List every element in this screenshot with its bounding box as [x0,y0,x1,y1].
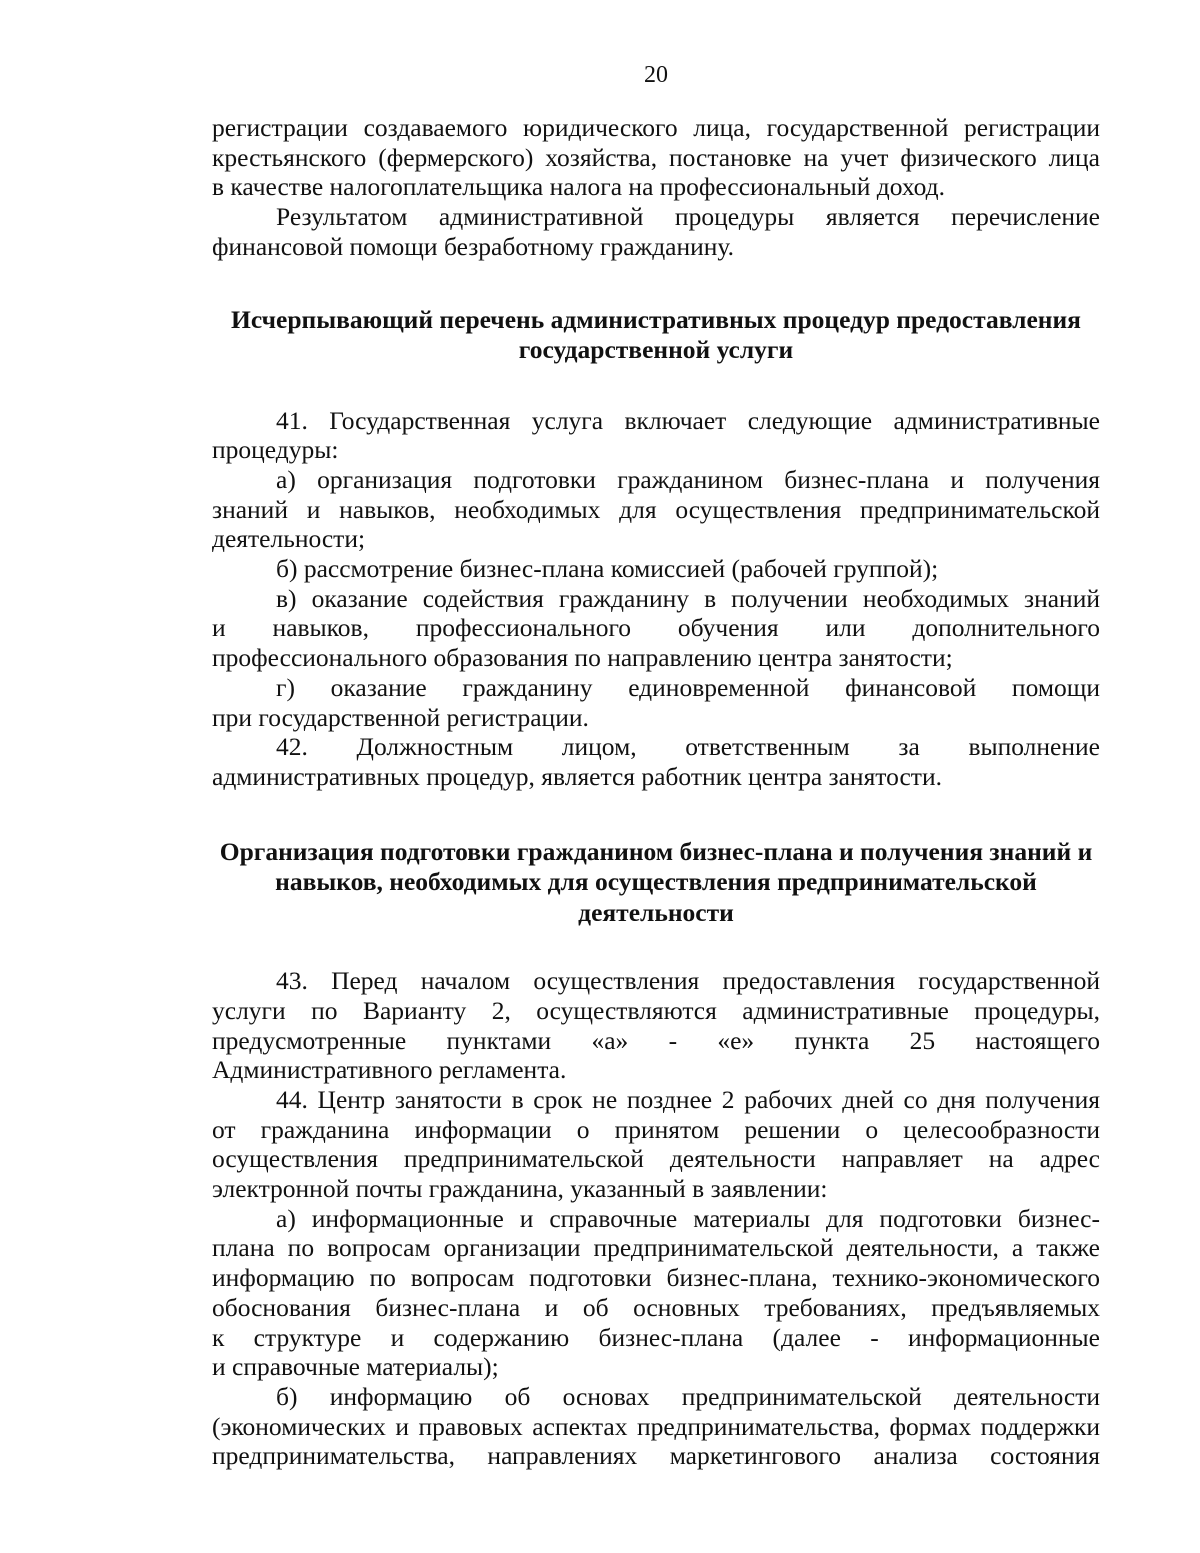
paragraph-41-g [212,673,1100,732]
paragraph-42 [212,732,1100,791]
page-number: 20 [644,62,668,88]
result-paragraph [212,202,1100,261]
text-line: административных процедур, является работник центра занятости. [212,761,942,791]
intro-paragraph [212,113,1100,202]
text-line: электронной почты гражданина, указанный в заявлении: [212,1174,828,1204]
text-line: 41. Государственная услуга включает следующие административные [276,405,1100,435]
text-line: информацию по вопросам подготовки бизнес-плана, технико-экономического [212,1263,1100,1293]
heading-line: деятельности [578,897,734,927]
paragraph-41-v [212,584,1100,673]
paragraph-43 [212,966,1100,1085]
heading-line: навыков, необходимых для осуществления предпринимательской [275,867,1037,897]
text-line: плана по вопросам организации предпринимательской деятельности, а также [212,1233,1100,1263]
text-line: а) организация подготовки гражданином бизнес-плана и получения [276,464,1100,494]
text-line: от гражданина информации о принятом решении о целесообразности [212,1114,1100,1144]
text-line: и навыков, профессионального обучения или дополнительного [212,613,1100,643]
paragraph-44-b [212,1382,1100,1471]
document-body [212,113,1100,1471]
text-line: услуги по Варианту 2, осуществляются административные процедуры, [212,995,1100,1025]
text-line: б) рассмотрение бизнес-плана комиссией (рабочей группой); [276,554,939,584]
text-line: в) оказание содействия гражданину в получении необходимых знаний [276,583,1100,613]
text-line: финансовой помощи безработному гражданину. [212,231,735,261]
text-line: профессионального образования по направлению центра занятости; [212,643,953,673]
paragraph-41-b [212,554,1100,584]
text-line: 44. Центр занятости в срок не позднее 2 рабочих дней со дня получения [276,1084,1100,1114]
paragraph-44 [212,1085,1100,1204]
text-line: деятельности; [212,524,366,554]
text-line: процедуры: [212,435,339,465]
text-line: регистрации создаваемого юридического лица, государственной регистрации [212,113,1100,142]
text-line: крестьянского (фермерского) хозяйства, постановке на учет физического лица [212,142,1100,172]
text-line: и справочные материалы); [212,1352,499,1382]
text-line: б) информацию об основах предпринимательской деятельности [276,1382,1100,1411]
text-line: г) оказание гражданину единовременной финансовой помощи [276,672,1100,702]
text-line: (экономических и правовых аспектах предпринимательства, формах поддержки [212,1411,1100,1441]
paragraph-44-a [212,1204,1100,1382]
heading-line: Организация подготовки гражданином бизнес-плана и получения знаний и [219,836,1093,866]
text-line: Результатом административной процедуры является перечисление [276,202,1100,232]
text-line: знаний и навыков, необходимых для осуществления предпринимательской [212,494,1100,524]
text-line: предусмотренные пунктами «а» - «е» пункта 25 настоящего [212,1025,1100,1055]
heading-line: Исчерпывающий перечень административных процедур предоставления [231,304,1081,334]
section-heading-procedures [212,305,1100,366]
text-line: при государственной регистрации. [212,702,589,732]
paragraph-41 [212,406,1100,465]
text-line: к структуре и содержанию бизнес-плана (далее - информационные [212,1322,1100,1352]
text-line: осуществления предпринимательской деятельности направляет на адрес [212,1144,1100,1174]
text-line: обоснования бизнес-плана и об основных требованиях, предъявляемых [212,1292,1100,1322]
text-line: а) информационные и справочные материалы для подготовки бизнес- [276,1203,1100,1233]
text-line: 43. Перед началом осуществления предоставления государственной [276,966,1100,996]
paragraph-41-a [212,465,1100,554]
section-heading-business-plan [212,837,1100,929]
text-line: в качестве налогоплательщика налога на профессиональный доход. [212,172,945,202]
text-line: Административного регламента. [212,1055,567,1085]
text-line: предпринимательства, направлениях маркетингового анализа состояния [212,1441,1100,1471]
text-line: 42. Должностным лицом, ответственным за выполнение [276,732,1100,762]
heading-line: государственной услуги [518,335,794,365]
